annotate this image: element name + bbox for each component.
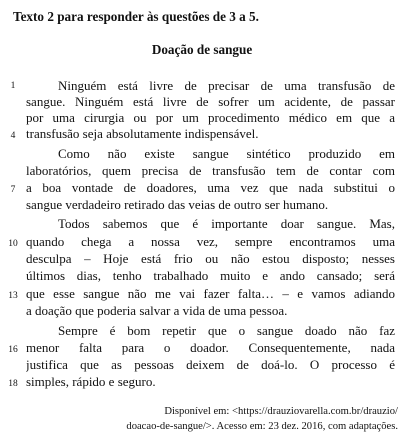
text-line-8: sangue verdadeiro retirado das veias de outro ser humano. (26, 197, 329, 212)
line-number: 4 (10, 131, 16, 141)
text-line-9: Todos sabemos que é importante doar sangue. Mas, (58, 216, 395, 231)
line-number: 16 (8, 345, 18, 355)
text-line-13: que esse sangue não me vai fazer falta… – e vamos adiando (26, 286, 395, 301)
text-line-7: a boa vontade de doadores, uma vez que nada substitui o (26, 180, 395, 195)
text-line-3: por uma cirurgia ou por um procedimento médico em que a (26, 110, 395, 125)
line-number: 13 (8, 291, 18, 301)
instruction-header: Texto 2 para responder às questões de 3 a 5. (13, 9, 259, 24)
text-line-12: últimos dias, tenho trabalhado muito e ando cansado; será (26, 268, 395, 283)
text-line-2: sangue. Ninguém está livre de sofrer um acidente, de passar (26, 94, 395, 109)
text-line-14: a doação que poderia salvar a vida de uma pessoa. (26, 303, 288, 318)
text-title: Doação de sangue (151, 42, 253, 57)
text-line-17: justifica que as pessoas deixem de doá-lo. O processo é (26, 357, 395, 372)
text-line-15: Sempre é bom repetir que o sangue doado não faz (58, 323, 395, 338)
text-line-11: desculpa – Hoje está frio ou não estou disposto; nesses (26, 251, 395, 266)
text-line-6: laboratórios, quem precisa de transfusão tem de contar com (26, 163, 395, 178)
text-line-10: quando chega a nossa vez, sempre encontramos uma (26, 234, 395, 249)
text-line-1: Ninguém está livre de precisar de uma transfusão de (58, 78, 395, 93)
source-citation-line-1: Disponível em: <https://drauziovarella.com.br/drauzio/ (164, 406, 398, 417)
line-number: 10 (8, 239, 18, 249)
line-number: 1 (10, 81, 16, 91)
text-line-4: transfusão seja absolutamente indispensável. (26, 126, 259, 141)
line-number: 18 (8, 379, 18, 389)
source-citation-line-2: doacao-de-sangue/>. Acesso em: 23 dez. 2016, com adaptações. (126, 421, 398, 432)
line-number: 7 (10, 185, 16, 195)
text-line-16: menor falta para o doador. Consequentemente, nada (26, 340, 395, 355)
text-line-18: simples, rápido e seguro. (26, 374, 156, 389)
text-line-5: Como não existe sangue sintético produzido em (58, 146, 395, 161)
